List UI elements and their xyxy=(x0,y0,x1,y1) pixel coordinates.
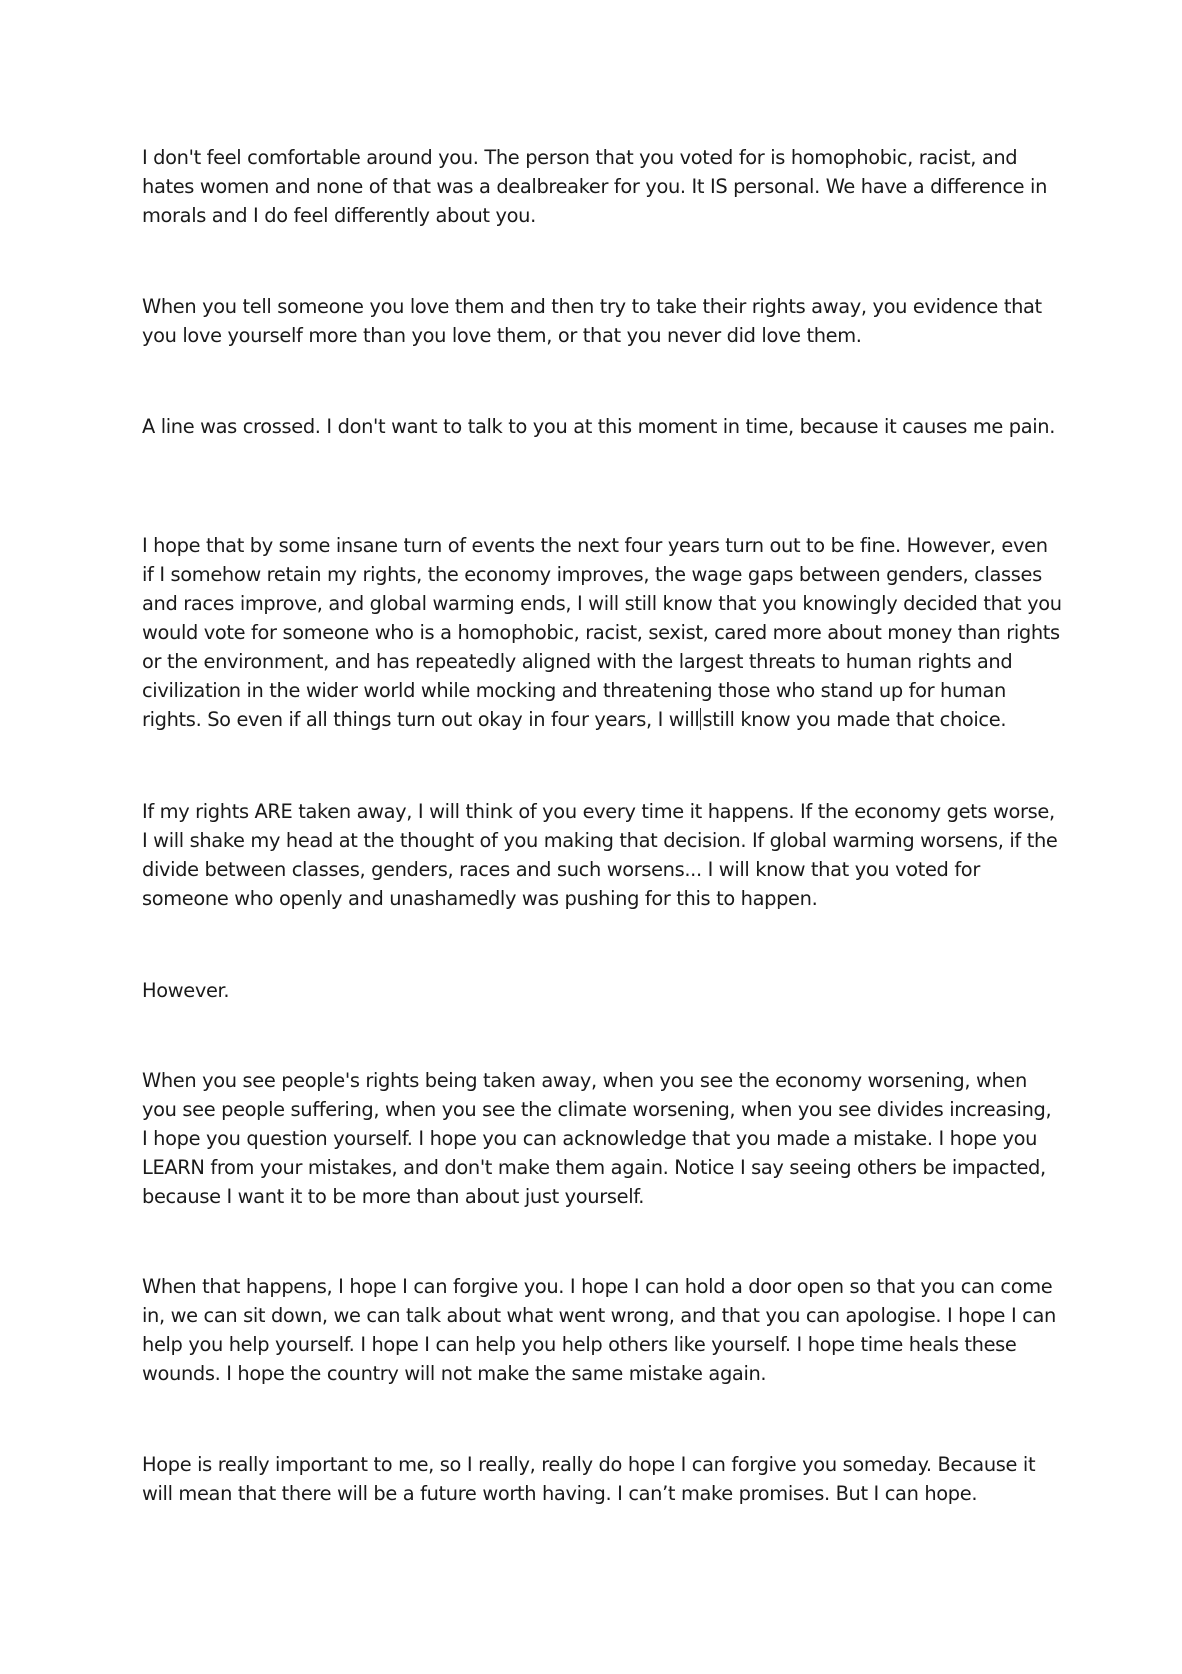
paragraph-4-text-after-cursor: still know you made that choice. xyxy=(702,708,1007,731)
paragraph-6: However. xyxy=(142,979,230,1002)
paragraph-5: If my rights ARE taken away, I will think of you every time it happens. If the economy gets worse, I will shake my head at the thought of you making that decision. If global warming worsens, if the divide between classes, genders, races and such worsens... I will know that you voted for someone who openly and unashamedly was pushing for this to happen. xyxy=(142,800,1058,910)
paragraph-4-text: I hope that by some insane turn of events the next four years turn out to be fine. However, even if I somehow retain my rights, the economy improves, the wage gaps between genders, classes and races improve, and global warming ends, I will still know that you knowingly decided that you would vote for someone who is a homophobic, racist, sexist, cared more about money than rights or the environment, and has repeatedly aligned with the largest threats to human rights and civilization in the wider world while mocking and threatening those who stand up for human rights. So even if all things turn out okay in four years, I will xyxy=(142,534,1062,731)
paragraph-3: A line was crossed. I don't want to talk to you at this moment in time, because it causes me pain. xyxy=(142,415,1056,438)
paragraph-1: I don't feel comfortable around you. The person that you voted for is homophobic, racist, and hates women and none of that was a dealbreaker for you. It IS personal. We have a difference in morals and I do feel differently about you. xyxy=(142,146,1048,227)
paragraph-2: When you tell someone you love them and then try to take their rights away, you evidence that you love yourself more than you love them, or that you never did love them. xyxy=(142,295,1042,347)
paragraph-4 xyxy=(142,531,1062,734)
paragraph-8: When that happens, I hope I can forgive you. I hope I can hold a door open so that you can come in, we can sit down, we can talk about what went wrong, and that you can apologise. I hope I can help you help yourself. I hope I can help you help others like yourself. I hope time heals these wounds. I hope the country will not make the same mistake again. xyxy=(142,1275,1056,1385)
paragraph-9: Hope is really important to me, so I really, really do hope I can forgive you someday. Because it will mean that there will be a future worth having. I can’t make promises. But I can hope. xyxy=(142,1453,1036,1505)
paragraph-7: When you see people's rights being taken away, when you see the economy worsening, when you see people suffering, when you see the climate worsening, when you see divides increasing, I hope you question yourself. I hope you can acknowledge that you made a mistake. I hope you LEARN from your mistakes, and don't make them again. Notice I say seeing others be impacted, because I want it to be more than about just yourself. xyxy=(142,1069,1052,1208)
